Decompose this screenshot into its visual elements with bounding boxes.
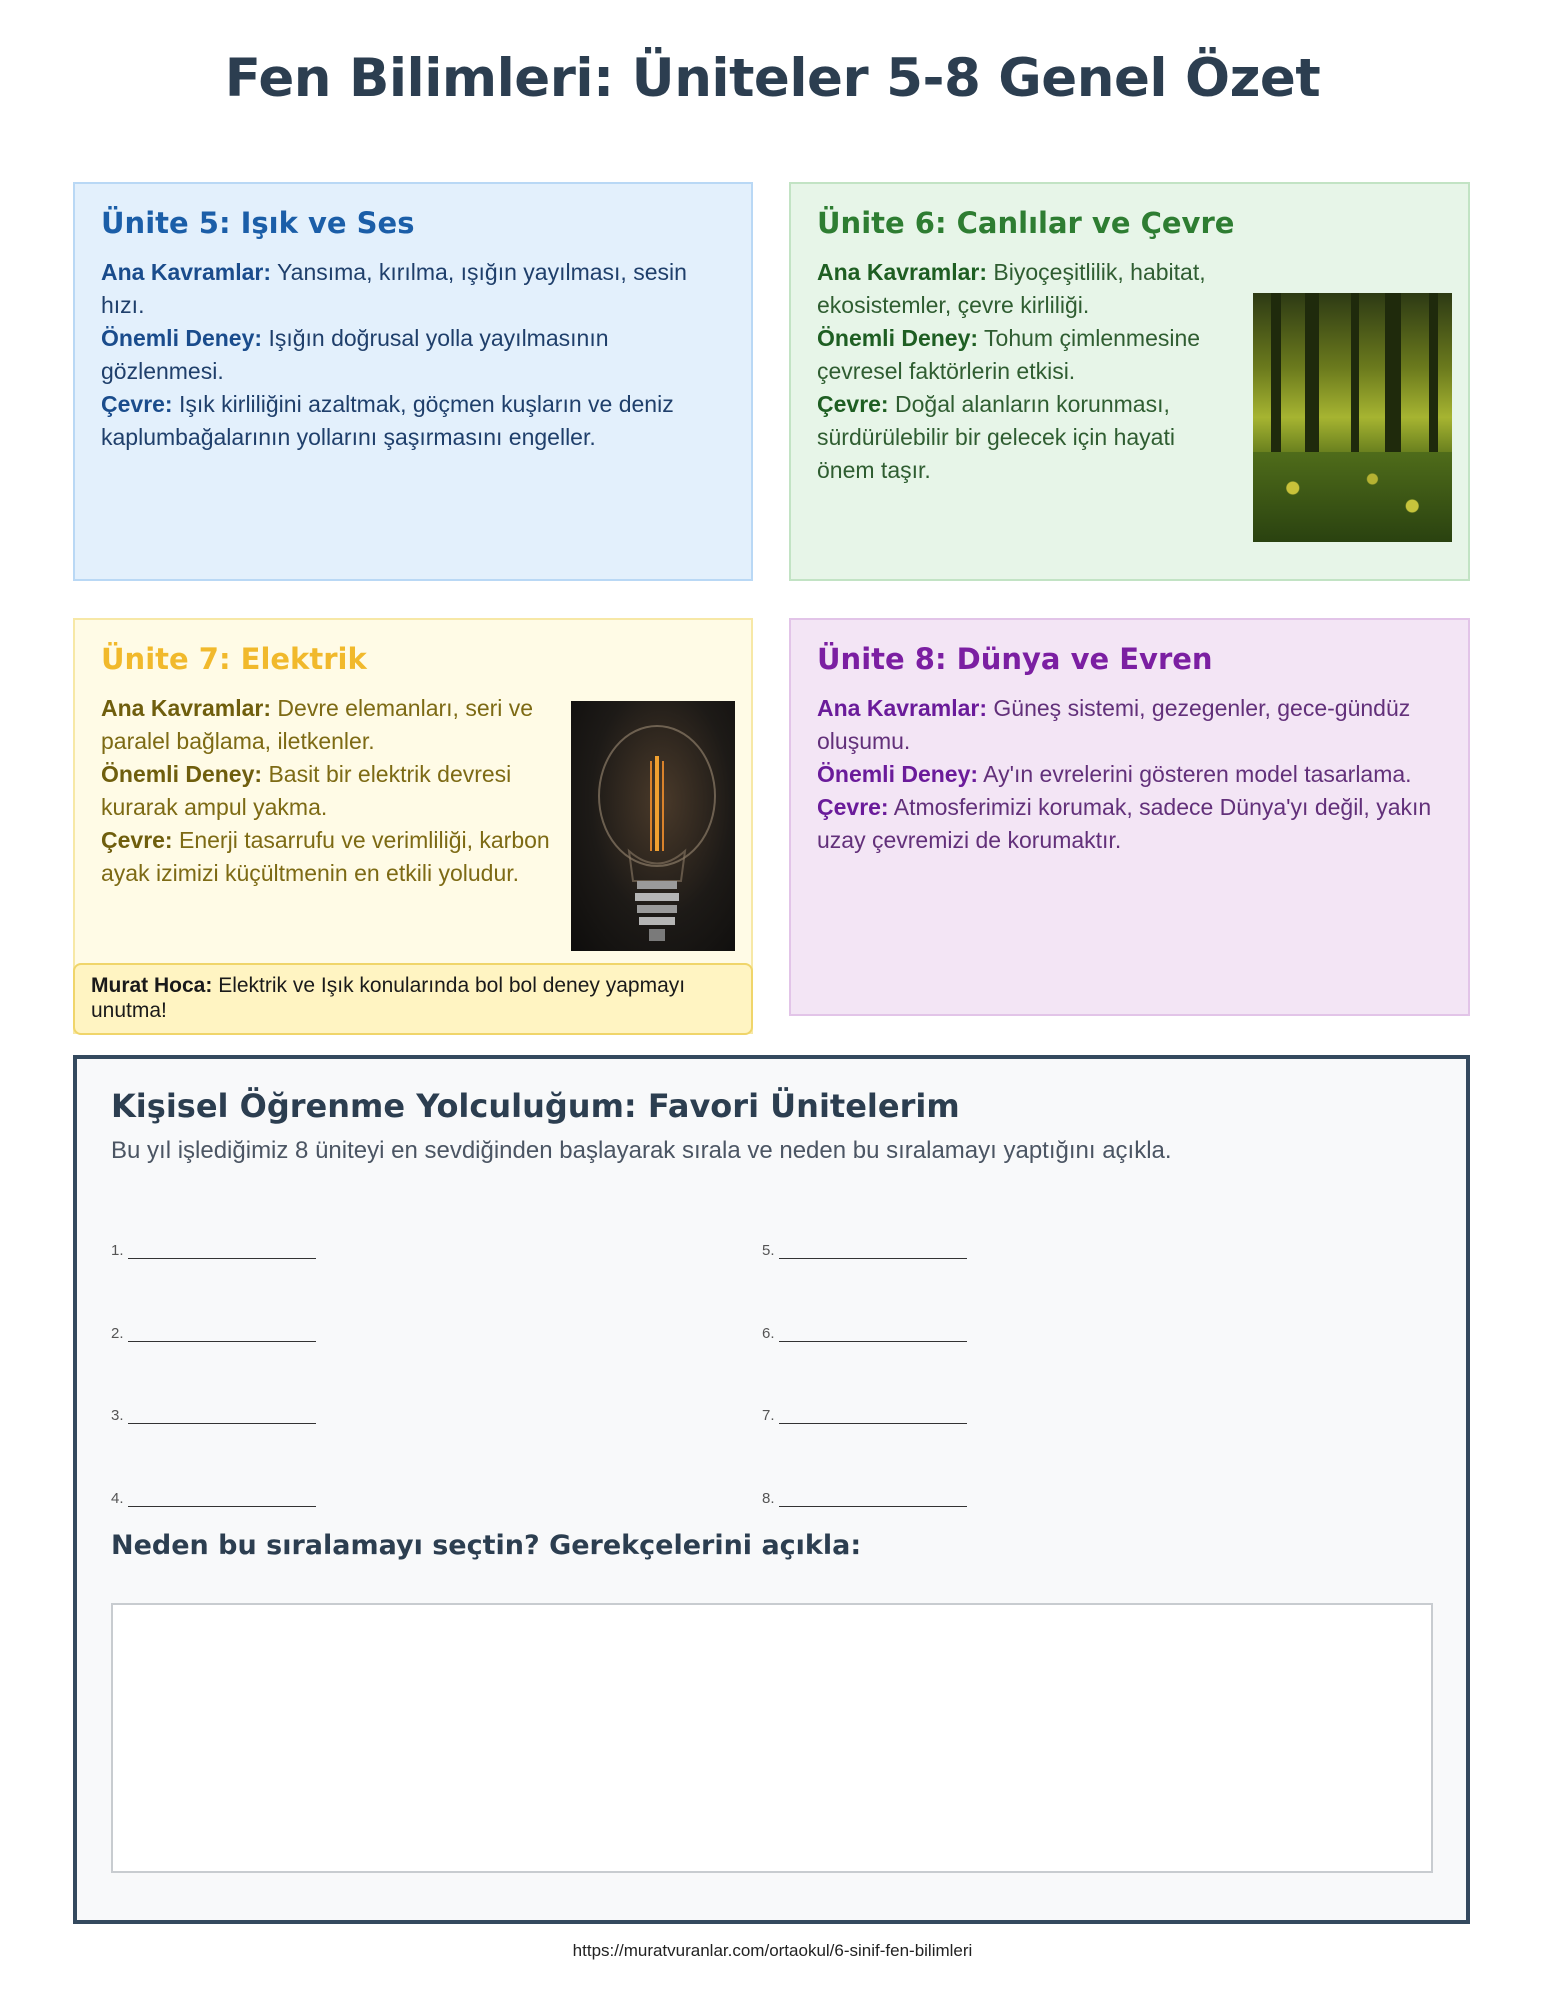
note-author: Murat Hoca: (91, 974, 213, 997)
unit-8-concepts: Güneş sistemi, gezegenler, gece-gündüz oluşumu. (817, 695, 1411, 754)
unit-8-environment: Atmosferimizi korumak, sadece Dünya'yı değil, yakın uzay çevremizi de korumaktır. (817, 794, 1432, 853)
journey-title: Kişisel Öğrenme Yolculuğum: Favori Ünitelerim (111, 1087, 960, 1125)
teacher-note (73, 963, 753, 1035)
rank-1-line[interactable] (128, 1244, 316, 1259)
unit-7-experiment: Basit bir elektrik devresi kurarak ampul yakma. (101, 761, 512, 820)
rank-6[interactable]: 6. (762, 1325, 967, 1342)
unit-6-concepts: Biyoçeşitlilik, habitat, ekosistemler, çevre kirliliği. (817, 259, 1206, 318)
reason-answer-box[interactable] (111, 1603, 1433, 1873)
rank-4[interactable]: 4. (111, 1490, 316, 1507)
rank-8-line[interactable] (779, 1492, 967, 1507)
concepts-label: Ana Kavramlar: (101, 259, 272, 285)
rank-2-line[interactable] (128, 1327, 316, 1342)
concepts-label: Ana Kavramlar: (817, 259, 988, 285)
unit-5-experiment: Işığın doğrusal yolla yayılmasının gözlenmesi. (101, 325, 609, 384)
learning-journey-section (73, 1055, 1470, 1924)
note-text: Elektrik ve Işık konularında bol bol deney yapmayı unutma! (91, 974, 686, 1022)
unit-7-environment: Enerji tasarrufu ve verimliliği, karbon ayak izimizi küçültmenin en etkili yoludur. (101, 827, 550, 886)
rank-5-line[interactable] (779, 1244, 967, 1259)
environment-label: Çevre: (817, 794, 889, 820)
rank-2[interactable]: 2. (111, 1325, 316, 1342)
unit-5-concepts: Yansıma, kırılma, ışığın yayılması, sesin hızı. (101, 259, 687, 318)
unit-5-card (73, 182, 753, 581)
unit-5-body (101, 256, 725, 454)
journey-description: Bu yıl işlediğimiz 8 üniteyi en sevdiğinden başlayarak sırala ve neden bu sıralamayı yaptığını açıkla. (111, 1137, 1172, 1164)
concepts-label: Ana Kavramlar: (101, 695, 272, 721)
rank-8[interactable]: 8. (762, 1490, 967, 1507)
unit-8-title: Ünite 8: Dünya ve Evren (817, 642, 1213, 676)
rank-3[interactable]: 3. (111, 1407, 316, 1424)
unit-7-title: Ünite 7: Elektrik (101, 642, 367, 676)
unit-6-body (817, 256, 1232, 487)
reason-title: Neden bu sıralamayı seçtin? Gerekçelerini açıkla: (111, 1530, 862, 1561)
light-bulb-image (571, 701, 735, 951)
environment-label: Çevre: (101, 391, 173, 417)
rank-5[interactable]: 5. (762, 1242, 967, 1259)
experiment-label: Önemli Deney: (817, 325, 979, 351)
unit-6-title: Ünite 6: Canlılar ve Çevre (817, 206, 1235, 240)
unit-8-experiment: Ay'ın evrelerini gösteren model tasarlama. (983, 761, 1412, 787)
unit-7-concepts: Devre elemanları, seri ve paralel bağlama, iletkenler. (101, 695, 534, 754)
rank-4-line[interactable] (128, 1492, 316, 1507)
unit-6-experiment: Tohum çimlenmesine çevresel faktörlerin etkisi. (817, 325, 1201, 384)
rank-7-line[interactable] (779, 1409, 967, 1424)
unit-8-body (817, 692, 1442, 857)
rank-6-line[interactable] (779, 1327, 967, 1342)
unit-5-environment: Işık kirliliğini azaltmak, göçmen kuşların ve deniz kaplumbağalarının yollarını şaşırmasını engeller. (101, 391, 674, 450)
light-bulb-icon (571, 701, 735, 951)
environment-label: Çevre: (817, 391, 889, 417)
rank-1[interactable]: 1. (111, 1242, 316, 1259)
unit-8-card (789, 618, 1470, 1016)
unit-7-body (101, 692, 561, 890)
experiment-label: Önemli Deney: (101, 761, 263, 787)
forest-image (1253, 293, 1452, 542)
page-title: Fen Bilimleri: Üniteler 5-8 Genel Özet (224, 48, 1321, 109)
experiment-label: Önemli Deney: (101, 325, 263, 351)
unit-6-environment: Doğal alanların korunması, sürdürülebilir bir gelecek için hayati önem taşır. (817, 391, 1175, 483)
unit-5-title: Ünite 5: Işık ve Ses (101, 206, 415, 240)
environment-label: Çevre: (101, 827, 173, 853)
experiment-label: Önemli Deney: (817, 761, 979, 787)
footer-url[interactable]: https://muratvuranlar.com/ortaokul/6-sinif-fen-bilimleri (572, 1941, 973, 1960)
rank-7[interactable]: 7. (762, 1407, 967, 1424)
concepts-label: Ana Kavramlar: (817, 695, 988, 721)
rank-3-line[interactable] (128, 1409, 316, 1424)
